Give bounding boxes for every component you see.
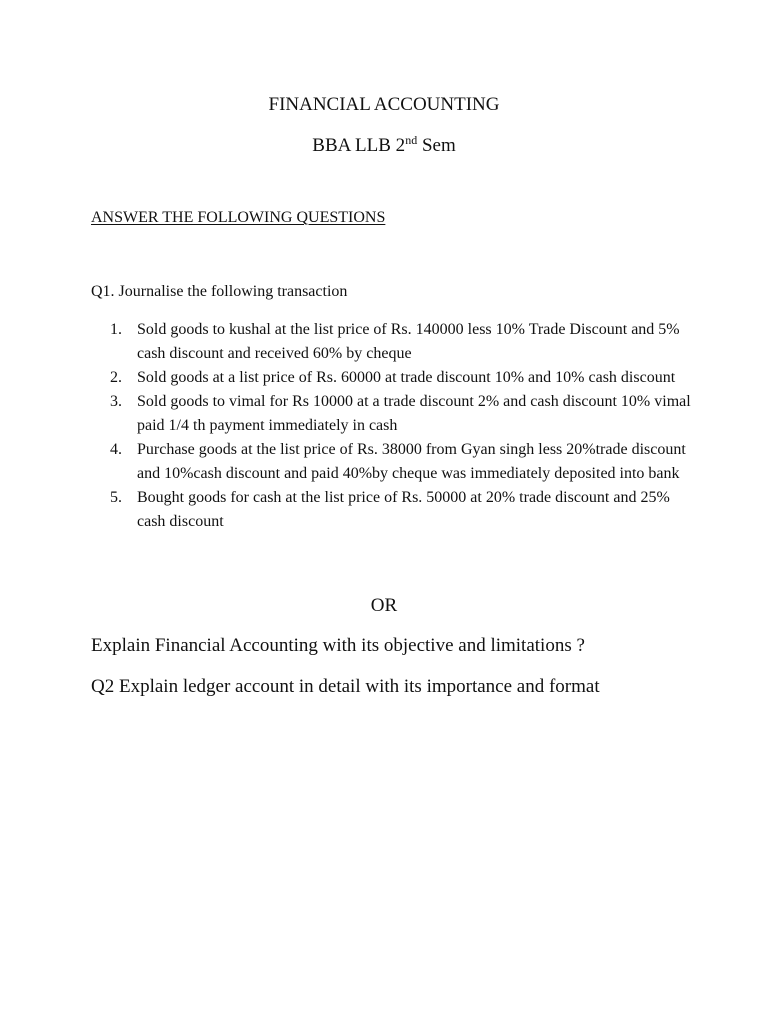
q1-heading: Q1. Journalise the following transaction <box>91 283 348 300</box>
list-item <box>91 318 691 366</box>
q2-question: Q2 Explain ledger account in detail with its importance and format <box>91 676 600 697</box>
list-item-number: 1. <box>110 321 122 338</box>
instruction-heading: ANSWER THE FOLLOWING QUESTIONS <box>91 209 386 226</box>
list-item-number: 2. <box>110 369 122 386</box>
list-item-text: Sold goods to vimal for Rs 10000 at a trade discount 2% and cash discount 10% vimal paid 1/4 th payment immediately in cash <box>137 393 691 434</box>
list-item <box>91 486 691 534</box>
alternative-question: Explain Financial Accounting with its objective and limitations ? <box>91 635 585 656</box>
list-item-text: Purchase goods at the list price of Rs. 38000 from Gyan singh less 20%trade discount and 10%cash discount and paid 40%by cheque was immediately deposited into bank <box>137 441 686 482</box>
list-item <box>91 366 691 390</box>
list-item <box>91 438 691 486</box>
subtitle-ordinal-suffix: nd <box>405 133 418 147</box>
list-item-text: Bought goods for cash at the list price of Rs. 50000 at 20% trade discount and 25% cash discount <box>137 489 670 530</box>
subtitle-semester: Sem <box>417 135 456 156</box>
subtitle-course: BBA LLB 2 <box>312 135 406 156</box>
document-title: FINANCIAL ACCOUNTING <box>268 94 500 115</box>
list-item-text: Sold goods to kushal at the list price of Rs. 140000 less 10% Trade Discount and 5% cash discount and received 60% by cheque <box>137 321 680 362</box>
list-item-number: 4. <box>110 441 122 458</box>
list-item-number: 3. <box>110 393 122 410</box>
document-subtitle <box>0 135 768 158</box>
list-item-text: Sold goods at a list price of Rs. 60000 at trade discount 10% and 10% cash discount <box>137 369 676 386</box>
q1-transaction-list <box>91 318 691 534</box>
or-separator: OR <box>370 595 398 616</box>
list-item-number: 5. <box>110 489 122 506</box>
list-item <box>91 390 691 438</box>
